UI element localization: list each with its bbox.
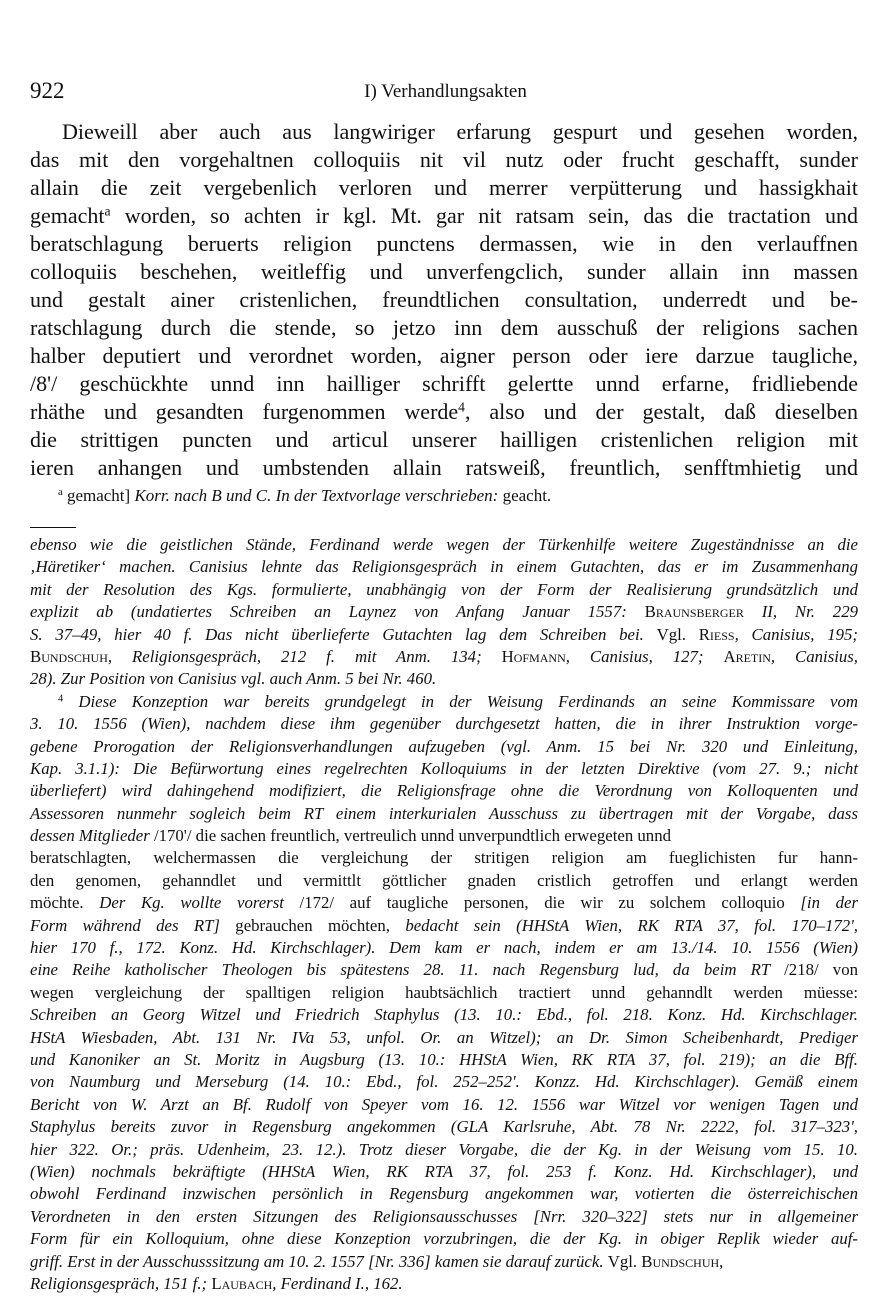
text-segment: Vgl. [607,1251,642,1271]
footnote-line [30,915,858,937]
footnote-line [30,780,858,802]
text-segment: von Naumburg und Merseburg (14. 10.: Ebd., fol. 252–252'. Konzz. Hd. Kirchschlager). Gemäß einem [30,1072,858,1092]
text-segment: , Ferdinand I., 162. [272,1273,403,1293]
text-segment: Dieweill aber auch aus langwiriger erfarung gespurt und gesehen worden, [62,119,858,144]
text-segment: , Canisius, 127; [565,646,724,666]
text-segment: und Kanoniker an St. Moritz in Augsburg (13. 10.: HHStA Wien, RK RTA 37, fol. 219); an die Bff. [30,1049,858,1069]
text-segment: das mit den vorgehaltnen colloquiis nit vil nutz oder frucht geschafft, sunder [30,147,858,172]
text-segment: Aretin [723,646,771,666]
text-segment: Hofmann [501,646,566,666]
text-segment: und gestalt ainer cristenlichen, freundtlichen consultation, underredt und be- [30,287,858,312]
footnote-line [30,534,858,556]
text-segment: explizit ab (undatiertes Schreiben an Laynez von Anfang Januar 1557: [30,602,645,622]
text-segment: /8'/ geschückhte unnd inn hailliger schrifft gelertte unnd erfarne, fridliebende [30,371,858,396]
text-segment: 28). Zur Position von Canisius vgl. auch Anm. 5 bei Nr. 460. [30,669,437,689]
text-line [30,118,858,146]
footnote-line [30,1139,858,1161]
text-segment: II, Nr. 229 [743,602,858,622]
text-segment: Verordneten in den ersten Sitzungen des Religionsausschusses [Nrr. 320–322] stets nur in allgemeiner [30,1206,858,1226]
text-segment: rhäthe und gesandten furgenommen werde [30,399,459,424]
text-segment: , Religionsgespräch, 212 f. mit Anm. 134; [107,646,502,666]
text-segment: obwohl Ferdinand inzwischen persönlich in Regensburg angekommen war, votierten die österreichischen [30,1184,858,1204]
footnote-line [30,847,858,869]
note-marker: a [58,487,63,499]
footnote-line [30,1206,858,1228]
text-segment: Religionsgespräch, 151 f.; [30,1273,212,1293]
text-line [30,342,858,370]
text-segment: Laubach [211,1273,273,1293]
footnote-line [30,1116,858,1138]
text-segment: /172/ auf taugliche personen, die wir zu solchem colloquio [299,893,801,913]
text-segment: , [719,1251,724,1271]
text-segment: beratschlagten, welchermassen die vergleichung der stritigen religion am fueglichisten fur hann- [30,848,858,868]
text-segment: colloquiis beschehen, weitleffig und unverfengclich, sunder allain inn massen [30,259,858,284]
footnote-line [30,691,858,713]
text-segment: worden, so achten ir kgl. Mt. gar nit ratsam sein, das die tractation und [110,203,858,228]
text-segment: , Canisius, 195; [734,624,858,644]
text-line [30,398,858,426]
footnote-line [30,624,858,646]
text-segment: griff. Erst in der Ausschusssitzung am 10. 2. 1557 [Nr. 336] kamen sie darauf zurück. [30,1251,608,1271]
text-segment: Schreiben an Georg Witzel und Friedrich Staphylus (13. 10.: Ebd., fol. 218. Konz. Hd. Kirchschlager. [30,1005,858,1025]
text-segment: hier 322. Or.; präs. Udenheim, 23. 12.). Trotz dieser Vorgabe, die der Kg. in der Weisung vom 15. 10. [30,1139,858,1159]
text-line [30,314,858,342]
text-segment: Vgl. [656,624,699,644]
text-segment: bedacht sein (HHStA Wien, RK RTA 37, fol. 170–172', [405,915,858,935]
text-segment: ‚Häretiker‘ machen. Canisius lehnte das Religionsgespräch in einem Gutachten, das er im Zusammenhang [30,557,858,577]
footnote-line [30,982,858,1004]
text-line [30,230,858,258]
text-segment: Bericht von W. Arzt an Bf. Rudolf von Speyer vom 16. 12. 1556 war Witzel vor wenigen Tagen und [30,1094,858,1114]
text-line [30,370,858,398]
text-segment: Bundschuh [30,646,108,666]
text-segment: halber deputiert und verordnet worden, aigner person oder iere darzue taugliche, [30,343,858,368]
text-segment: ieren anhangen und umbstenden allain ratsweiß, freuntlich, senfftmhietig und [30,455,858,480]
text-segment: , Canisius, [770,646,858,666]
footnote-line [30,1027,858,1049]
text-line [30,426,858,454]
text-segment: HStA Wiesbaden, Abt. 131 Nr. IVa 53, unfol. Or. an Witzel); an Dr. Simon Scheibenhardt, Prediger [30,1027,858,1047]
text-line [30,454,858,482]
textual-note [30,486,886,506]
footnote-line [30,892,858,914]
footnote-line [30,803,858,825]
text-line [30,146,858,174]
text-segment: eine Reihe katholischer Theologen bis spätestens 28. 11. nach Regensburg lud, da beim RT [30,960,785,980]
text-segment: möchte. [30,893,100,913]
text-segment: ratschlagung durch die stende, so jetzo inn dem ausschuß der religions sachen [30,315,858,340]
text-line [30,174,858,202]
footnote-line [30,1161,858,1183]
text-segment: (Wien) nochmals bekräftigte (HHStA Wien, RK RTA 37, fol. 253 f. Konz. Hd. Kirchschlager), und [30,1161,858,1181]
footnotes [30,534,858,1295]
page-number: 922 [30,78,65,103]
main-text [30,118,858,482]
text-line [30,202,858,230]
footnote-line [30,1251,858,1273]
footnote-line [30,1183,858,1205]
text-line [30,286,858,314]
footnote-line [30,1049,858,1071]
text-segment: hier 170 f., 172. Konz. Hd. Kirchschlager). Dem kam er nach, indem er am 13./14. 10. 1556 (Wien) [30,938,858,958]
text-segment: Kap. 3.1.1): Die Befürwortung eines regelrechten Kolloquiums in der letzten Direktive (vom 27. 9.; nicht [30,758,858,778]
text-segment: Bundschuh [641,1251,720,1271]
footnote-line [30,1273,858,1295]
text-segment: S. 37–49, hier 40 f. Das nicht überlieferte Gutachten lag dem Schreiben bei. [30,624,657,644]
text-segment: wegen vergleichung der spalltigen religion haubtsächlich tractiert unnd gehanndlt werden müesse: [30,982,858,1002]
footnote-line [30,870,858,892]
text-segment: 3. 10. 1556 (Wien), nachdem diese ihm gegenüber durchgesetzt hatten, die in ihrer Instruktion vorge- [30,714,858,734]
text-segment: /170'/ die sachen freuntlich, vertreulich unnd unverpundtlich erwegeten unnd [153,826,671,846]
footnote-line [30,736,858,758]
note-marker: 4 [458,399,465,415]
text-line [30,258,858,286]
footnote-line [30,1071,858,1093]
footnote-line [30,579,858,601]
text-segment: gemacht [30,203,105,228]
text-segment: dessen Mitglieder [30,826,154,846]
text-segment: Der Kg. wollte vorerst [99,893,300,913]
running-head: I) Verhandlungsakten [364,81,527,102]
text-segment: Braunsberger [644,602,744,622]
footnote-rule [30,527,76,528]
text-segment: Assessoren nunmehr sogleich beim RT einem interkurialen Ausschuss zu übertragen mit der Vorgabe, dass [30,803,858,823]
text-segment: Form während des RT] [30,915,236,935]
footnote-line [30,1228,858,1250]
note-marker: 4 [58,693,64,705]
text-segment: gebene Prorogation der Religionsverhandlungen aufzugeben (vgl. Anm. 15 bei Nr. 320 und Einleitung, [30,736,858,756]
footnote-line [30,556,858,578]
text-segment: Form für ein Kolloquium, ohne diese Konzeption vorzubringen, die der Kg. in obiger Replik wieder auf- [30,1229,858,1249]
text-segment: beratschlagung beruerts religion punctens dermassen, wie in den verlauffnen [30,231,858,256]
footnote-line [30,646,858,668]
footnote-line [30,959,858,981]
footnote-line [30,1004,858,1026]
text-segment: Korr. nach B und C. In der Textvorlage verschrieben: [130,486,499,505]
text-segment: Staphylus bereits zuvor in Regensburg angekommen (GLA Karlsruhe, Abt. 78 Nr. 2222, fol. 317–323', [30,1117,858,1137]
text-segment: /218/ von [784,960,858,980]
text-segment: die strittigen puncten und articul unserer hailligen cristenlichen religion mit [30,427,858,452]
footnote-line [30,825,858,847]
text-segment: ebenso wie die geistlichen Stände, Ferdinand werde wegen der Türkenhilfe weitere Zugeständnisse an die [30,535,858,554]
footnote-line [30,668,858,690]
footnote-line [30,937,858,959]
text-segment: mit der Resolution des Kgs. formulierte, unabhängig von der Form der Realisierung grundsätzlich und [30,579,858,599]
footnote-line [30,1094,858,1116]
text-segment: gemacht] [62,486,131,505]
text-segment: Diese Konzeption war bereits grundgelegt in der Weisung Ferdinands an seine Kommissare vom [63,691,858,711]
text-segment: den genomen, gehanndlet und vermittlt göttlicher gnaden cristlich getroffen und erlangt werden [30,870,858,890]
text-segment: allain die zeit vergebenlich verloren und merrer verpütterung und hassigkhait [30,175,858,200]
footnote-line [30,758,858,780]
text-segment: überliefert) wird dahingehend modifiziert, die Religionsfrage ohne die Verordnung von Kolloquenten und [30,781,858,801]
text-segment: [in der [800,893,858,913]
note-marker: a [104,203,111,219]
text-segment: geacht. [498,486,552,505]
footnote-line [30,713,858,735]
text-segment: Riess [698,624,735,644]
text-segment: , also und der gestalt, daß dieselben [464,399,858,424]
footnote-line [30,601,858,623]
text-segment: gebrauchen möchten, [235,915,406,935]
